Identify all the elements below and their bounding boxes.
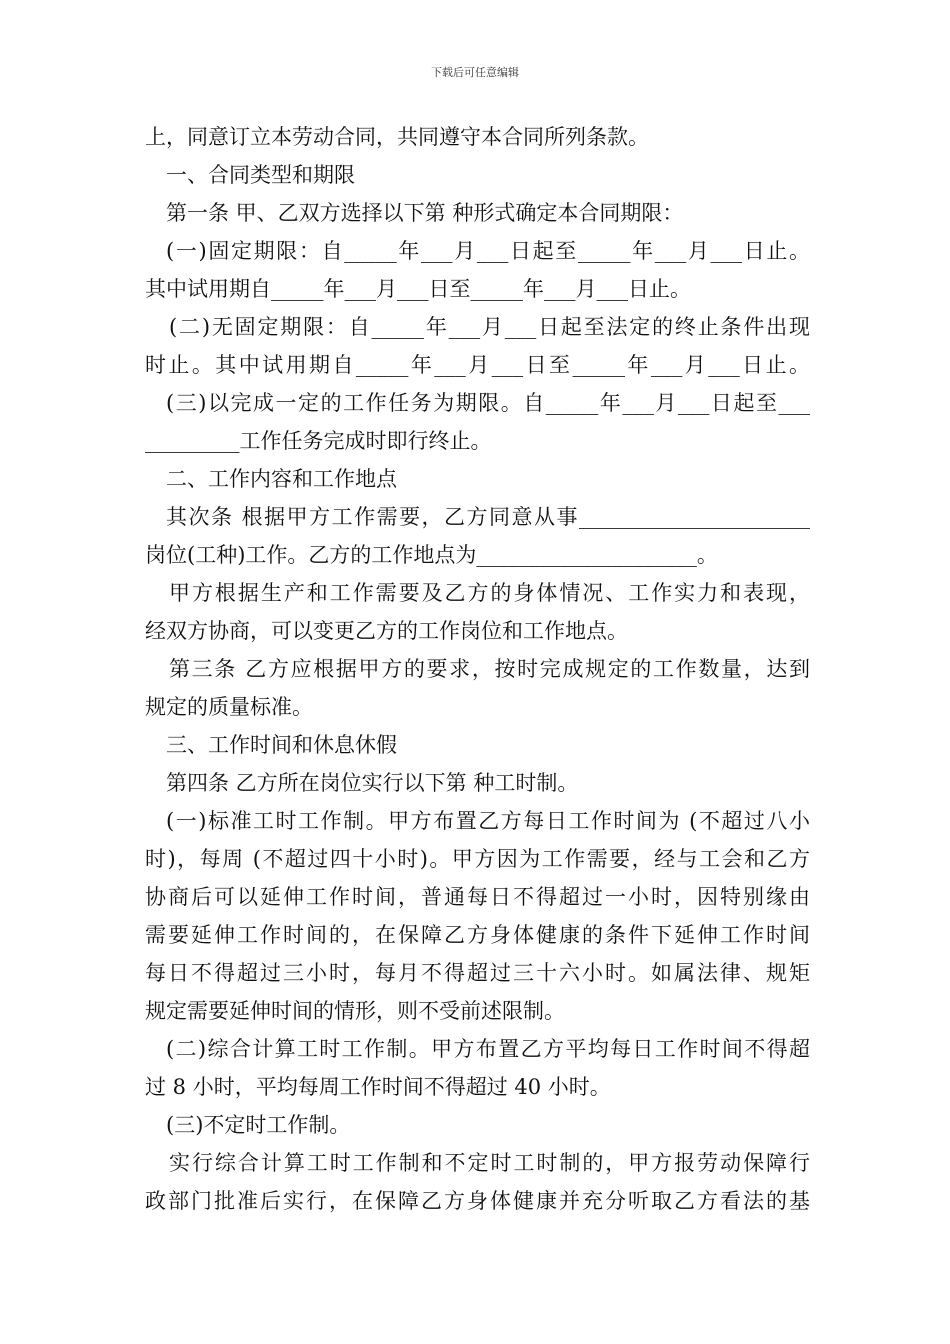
- article-line: 其次条 根据甲方工作需要，乙方同意从事______________________: [166, 505, 810, 529]
- paragraph-line: 协商后可以延伸工作时间，普通每日不得超过一小时，因特别缘由: [145, 885, 810, 909]
- paragraph-line: 过 8 小时，平均每周工作时间不得超过 40 小时。: [145, 1075, 611, 1099]
- section-heading: 三、工作时间和休息休假: [166, 733, 397, 757]
- paragraph-line: (一)标准工时工作制。甲方布置乙方每日工作时间为 (不超过八小: [166, 809, 810, 833]
- article-line: 第四条 乙方所在岗位实行以下第 种工时制。: [166, 771, 579, 795]
- paragraph-line: 规定需要延伸时间的情形，则不受前述限制。: [145, 999, 565, 1023]
- paragraph-line: 甲方根据生产和工作需要及乙方的身体情况、工作实力和表现，: [169, 581, 810, 605]
- paragraph-line: 实行综合计算工时工作制和不定时工时制的，甲方报劳动保障行: [169, 1151, 810, 1175]
- article-line: 第一条 甲、乙双方选择以下第 种形式确定本合同期限：: [166, 201, 684, 225]
- paragraph-line: 时)，每周 (不超过四十小时)。甲方因为工作需要，经与工会和乙方: [145, 847, 810, 871]
- paragraph-line: _________工作任务完成时即行终止。: [145, 429, 492, 453]
- section-heading: 二、工作内容和工作地点: [166, 467, 397, 491]
- paragraph-line: (二)综合计算工时工作制。甲方布置乙方平均每日工作时间不得超: [166, 1037, 810, 1061]
- page-header: 下载后可任意编辑: [431, 66, 519, 79]
- paragraph-line: (二)无固定期限：自_____年___月___日起至法定的终止条件出现: [169, 315, 810, 339]
- paragraph-line: 每日不得超过三小时，每月不得超过三十六小时。如属法律、规矩: [145, 961, 810, 985]
- paragraph-line: 需要延伸工作时间的，在保障乙方身体健康的条件下延伸工作时间: [145, 923, 810, 947]
- paragraph-line: 经双方协商，可以变更乙方的工作岗位和工作地点。: [145, 619, 628, 643]
- paragraph-line: (三)以完成一定的工作任务为期限。自_____年___月___日起至___: [166, 391, 810, 415]
- paragraph-line: (三)不定时工作制。: [166, 1113, 351, 1137]
- paragraph-line: 其中试用期自_____年___月___日至_____年___月___日止。: [145, 277, 691, 301]
- paragraph-line: (一)固定期限：自_____年___月___日起至_____年___月___日止。: [166, 239, 810, 263]
- paragraph-line: 规定的质量标准。: [145, 695, 313, 719]
- article-line: 第三条 乙方应根据甲方的要求，按时完成规定的工作数量，达到: [169, 657, 810, 681]
- contract-body: [145, 118, 810, 1220]
- section-heading: 一、合同类型和期限: [166, 163, 355, 187]
- paragraph-line: 上，同意订立本劳动合同，共同遵守本合同所列条款。: [145, 125, 649, 149]
- paragraph-line: 时止。其中试用期自_____年___月___日至_____年___月___日止。: [145, 353, 810, 377]
- paragraph-line: 政部门批准后实行，在保障乙方身体健康并充分听取乙方看法的基: [145, 1189, 810, 1213]
- paragraph-line: 岗位(工种)工作。乙方的工作地点为_____________________。: [145, 543, 718, 567]
